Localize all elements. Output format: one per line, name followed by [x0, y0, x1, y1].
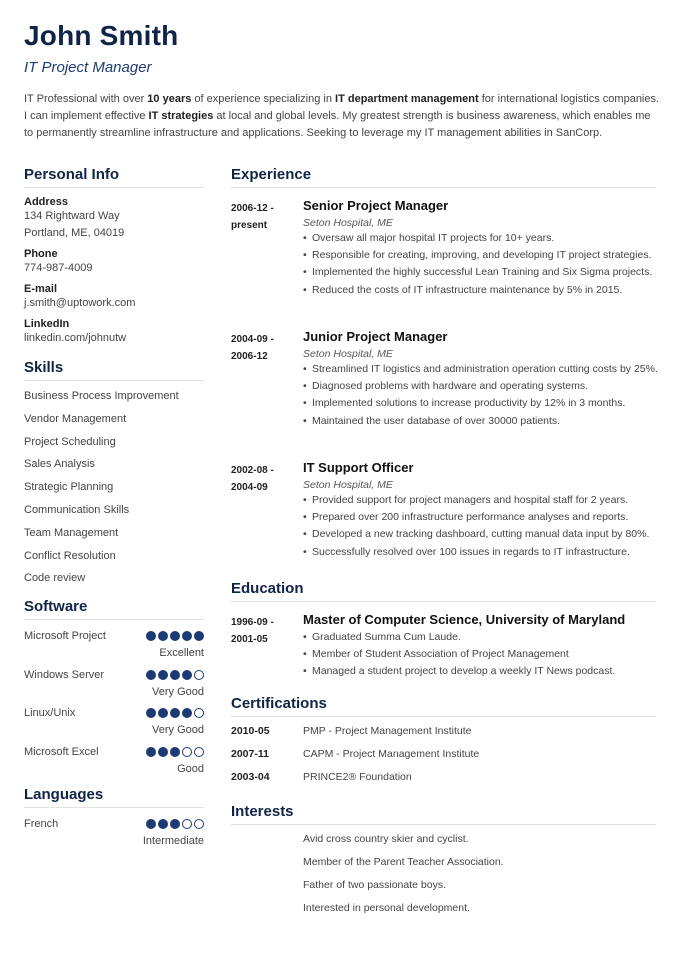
rating-dot-empty	[194, 708, 204, 718]
job-organization: Seton Hospital, ME	[303, 479, 393, 491]
certification-date: 2010-05	[231, 725, 270, 737]
language-name: French	[24, 818, 59, 831]
experience-body	[303, 327, 656, 430]
rating-dot-empty	[182, 819, 192, 829]
education-dates	[231, 614, 291, 648]
languages-heading: Languages	[24, 786, 204, 808]
rating-dot-filled	[182, 670, 192, 680]
software-item	[24, 628, 204, 667]
job-title: IT Support Officer	[303, 460, 414, 475]
experience-item	[231, 327, 656, 458]
interest-item: Father of two passionate boys.	[303, 878, 446, 891]
skill-item: Communication Skills	[24, 503, 130, 516]
software-name: Linux/Unix	[24, 707, 76, 720]
interests-list	[231, 833, 656, 924]
resume-role: IT Project Manager	[24, 59, 152, 76]
job-bullets	[303, 492, 656, 561]
software-heading: Software	[24, 598, 204, 620]
skills-list	[24, 389, 204, 594]
bullet-item: • Responsible for creating, improving, and developing IT project strategies.	[303, 247, 656, 264]
skill-item: Business Process Improvement	[24, 390, 179, 402]
skills-heading: Skills	[24, 359, 204, 381]
skill-item: Team Management	[24, 526, 119, 539]
address-line-1: 134 Rightward Way	[24, 210, 120, 222]
experience-dates	[231, 331, 291, 365]
rating-dot-filled	[158, 631, 168, 641]
certification-date: 2003-04	[231, 770, 270, 783]
certification-item	[231, 725, 656, 748]
rating-dot-filled	[158, 747, 168, 757]
job-organization: Seton Hospital, ME	[303, 217, 393, 229]
job-bullets	[303, 361, 656, 430]
rating-dot-filled	[146, 670, 156, 680]
software-item	[24, 667, 204, 706]
rating-dot-filled	[158, 819, 168, 829]
date-from: 2002-08 -	[231, 465, 274, 476]
bullet-item: • Developed a new tracking dashboard, cutting manual data input by 80%.	[303, 526, 656, 543]
bullet-item: • Oversaw all major hospital IT projects for 10+ years.	[303, 230, 656, 247]
software-name: Microsoft Project	[24, 630, 106, 643]
rating-dot-empty	[194, 670, 204, 680]
certifications-heading: Certifications	[231, 695, 656, 717]
summary-text: for international logistics companies. I can implement effective	[24, 93, 660, 122]
job-title: Junior Project Manager	[303, 329, 448, 344]
rating-dot-filled	[146, 708, 156, 718]
bullet-item: • Prepared over 200 infrastructure performance analyses and reports.	[303, 509, 656, 526]
summary-text: IT Professional with over	[24, 93, 148, 105]
rating-dot-filled	[146, 819, 156, 829]
date-to: present	[231, 220, 268, 231]
bullet-item: • Managed a student project to develop a weekly IT News podcast.	[303, 663, 656, 680]
skill-item: Code review	[24, 572, 86, 585]
rating-dot-filled	[158, 708, 168, 718]
software-item	[24, 744, 204, 783]
education-bullets	[303, 629, 656, 681]
address-line-2: Portland, ME, 04019	[24, 227, 125, 239]
language-level: Intermediate	[142, 835, 204, 848]
skill-item: Sales Analysis	[24, 458, 95, 471]
skill-item: Vendor Management	[24, 412, 127, 425]
experience-heading: Experience	[231, 166, 656, 188]
phone-label: Phone	[24, 248, 58, 260]
certification-name: PRINCE2® Foundation	[303, 770, 412, 783]
job-bullets	[303, 230, 656, 299]
rating-dots	[146, 708, 204, 718]
rating-dots	[146, 747, 204, 757]
address-label: Address	[24, 196, 69, 208]
rating-dot-empty	[182, 747, 192, 757]
skill-item: Strategic Planning	[24, 481, 114, 494]
experience-dates	[231, 200, 291, 234]
summary-paragraph	[24, 91, 660, 142]
software-level: Excellent	[159, 647, 204, 660]
linkedin-value[interactable]: linkedin.com/johnutw	[24, 332, 127, 344]
interest-item: Interested in personal development.	[303, 901, 470, 914]
experience-body	[303, 458, 656, 561]
rating-dot-filled	[170, 631, 180, 641]
interest-item: Avid cross country skier and cyclist.	[303, 833, 469, 846]
languages-list	[24, 816, 204, 855]
bullet-item: • Provided support for project managers and hospital staff for 2 years.	[303, 492, 656, 509]
education-body	[303, 610, 656, 681]
rating-dots	[146, 631, 204, 641]
date-from: 2006-12 -	[231, 203, 274, 214]
bullet-item: • Member of Student Association of Project Management	[303, 646, 656, 663]
email-value[interactable]: j.smith@uptowork.com	[24, 297, 136, 309]
linkedin-block	[24, 318, 204, 347]
software-level: Very Good	[152, 685, 204, 698]
phone-value: 774-987-4009	[24, 262, 93, 274]
rating-dot-filled	[170, 747, 180, 757]
left-column	[24, 166, 204, 855]
job-organization: Seton Hospital, ME	[303, 348, 393, 360]
linkedin-label: LinkedIn	[24, 318, 70, 330]
summary-highlight: 10 years	[147, 93, 192, 105]
skill-item: Project Scheduling	[24, 435, 116, 448]
personal-info-heading: Personal Info	[24, 166, 204, 188]
email-block	[24, 283, 204, 312]
certifications-list	[231, 725, 656, 793]
rating-dot-filled	[146, 747, 156, 757]
rating-dot-empty	[194, 819, 204, 829]
resume-name: John Smith	[24, 20, 179, 51]
rating-dot-filled	[182, 631, 192, 641]
certification-date: 2007-11	[231, 747, 269, 760]
bullet-item: • Implemented the highly successful Lean Training and Six Sigma projects.	[303, 264, 656, 281]
rating-dot-filled	[194, 631, 204, 641]
summary-text: at local and global levels. My greatest strength is business awareness, which enables me to permanently streamline infrastructure and applications. Seeking to leverage my IT management abilities in SanCorp.	[24, 110, 651, 139]
interests-heading: Interests	[231, 803, 656, 825]
rating-dot-filled	[158, 670, 168, 680]
phone-block	[24, 248, 204, 277]
language-item	[24, 816, 204, 855]
email-label: E-mail	[24, 283, 58, 295]
rating-dots	[146, 819, 204, 829]
address-block	[24, 196, 204, 242]
software-name: Windows Server	[24, 668, 105, 681]
skill-item: Conflict Resolution	[24, 549, 116, 562]
summary-text: of experience specializing in	[191, 93, 336, 105]
education-item	[231, 610, 656, 695]
bullet-item: • Maintained the user database of over 30000 patients.	[303, 413, 656, 430]
experience-item	[231, 458, 656, 580]
bullet-item: • Reduced the costs of IT infrastructure maintenance by 5% in 2015.	[303, 282, 656, 299]
date-from: 1996-09 -	[231, 617, 274, 628]
summary-highlight: IT strategies	[148, 110, 214, 122]
interest-item: Member of the Parent Teacher Association.	[303, 856, 504, 869]
bullet-item: • Successfully resolved over 100 issues in regards to IT infrastructure.	[303, 544, 656, 561]
certification-name: CAPM - Project Management Institute	[303, 747, 480, 760]
bullet-item: • Diagnosed problems with hardware and operating systems.	[303, 378, 656, 395]
certification-item	[231, 748, 656, 771]
experience-item	[231, 196, 656, 327]
software-list	[24, 628, 204, 782]
software-level: Very Good	[152, 724, 204, 737]
certification-name: PMP - Project Management Institute	[303, 725, 472, 737]
rating-dot-filled	[146, 631, 156, 641]
rating-dot-filled	[182, 708, 192, 718]
software-level: Good	[177, 762, 204, 775]
rating-dot-filled	[170, 708, 180, 718]
rating-dots	[146, 670, 204, 680]
job-title: Senior Project Manager	[303, 198, 449, 213]
experience-dates	[231, 462, 291, 496]
certification-item	[231, 771, 656, 794]
experience-body	[303, 196, 656, 299]
bullet-item: • Graduated Summa Cum Laude.	[303, 629, 656, 646]
education-heading: Education	[231, 580, 656, 602]
rating-dot-filled	[170, 819, 180, 829]
bullet-item: • Streamlined IT logistics and administration operation cutting costs by 25%.	[303, 361, 656, 378]
date-to: 2006-12	[231, 351, 268, 362]
software-item	[24, 705, 204, 744]
date-to: 2004-09	[231, 482, 268, 493]
date-from: 2004-09 -	[231, 334, 274, 345]
right-column	[231, 166, 656, 925]
software-name: Microsoft Excel	[24, 745, 99, 758]
summary-highlight: IT department management	[335, 93, 479, 105]
degree-title: Master of Computer Science, University of Maryland	[303, 612, 626, 627]
date-to: 2001-05	[231, 634, 268, 645]
rating-dot-filled	[170, 670, 180, 680]
rating-dot-empty	[194, 747, 204, 757]
bullet-item: • Implemented solutions to increase productivity by 12% in 3 months.	[303, 395, 656, 412]
